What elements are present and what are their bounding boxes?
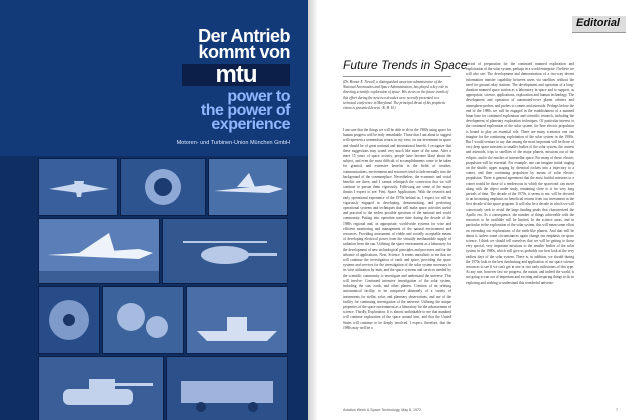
photo-tank [38, 356, 164, 420]
photo-aircraft-formation [38, 158, 118, 216]
editorial-page [318, 0, 626, 420]
section-tab [572, 16, 626, 33]
photo-transport-aircraft [38, 218, 160, 284]
photo-helicopter [162, 218, 288, 284]
photo-collage [38, 158, 286, 420]
article-intro: (Dr. Homer E. Newell, a distinguished associate administrator of the National Aeronautics and Space Administration, has played a key role in directing scientific exploration of space. His views on the future trends of this effort during the next two decades were recently presented to a technical conference in Maryland. The principal thrust of his prophetic vision is presented herein. -R. H. H.) [343, 80, 449, 111]
mtu-logo: mtu [182, 64, 290, 86]
article-column-2: period of preparation for the continued manned exploration and exploitation of the solar system, perhaps in a world enterprise. I believe we will also see: The development and demonstration of a two-way decent information transfer capability between users via satellites without the need for ground relay stations. The development and operation of a long-duration manned space station as a laboratory in space and to support, as appropriate, science, applications, exploration and human technology. The development and operation of automated-rover planet orbiters and atmosphere probes, and probes to comets and asteroids. Perhaps before the end of the 1980s we will be engaged in the establishment of a manned lunar base for continued exploration and scientific research, including the development of planetary exploration techniques. Of particular interest to the continued exploration of the solar system, for here electric propulsion is bound to play an essential role. There are many scenarios one can imagine for the continuing exploitation of the solar system in the 1980s. But I would venture to say that among the most important will be those of very deep space missions to smaller bodies of the solar system, the comets and asteroids, trips to satellites of the major planets, missions out of the ecliptic, and to the reaches of interstellar space. For many of these, electric propulsion will be essential. For example, one can imagine initial staging on the shuttle, upper staging by chemical rockets into a trajectory to a comet, and then continuing propulsion by means of solar electric propulsion. There is general agreement that the most fruitful missions to a comet would be those of a rendezvous in which the spacecraft can move along with the object under study, remaining close to it for very long periods of time. The decade of the 1970s, it seems to me, will be devoted to an increasing emphasis on beneficial returns from our investment in the first decade of the space program. It will also be a decade in which we will consciously seek to avoid the large funding peaks that characterized the Apollo era. As a consequence, the number of things achievable with the resources to be available will be limited. In the science areas, and in particular in the exploration of the solar system, this will mean some effort on extending our explorations of the earth-like planets. And that will be about it, unless some circumstances again change our emphasis on space science. I think we should tell ourselves that we will be getting to those very special, very important missions to the smaller bodies of the solar system in the 1980s, which will give us probably our best look at the very earliest days of the solar system. There is, in addition, we should during the 1970s look to the best fundraising and application of our space science resources to see if we can't get in one or two early milestones of this type. At any rate, however fast we progress, the nation, and indeed the world, is not going to run out of important and exciting and inspiring things to do in exploring and seeking to understand this wonderful universe. [466, 62, 574, 285]
page-footer: Aviation Week & Space Technology, May 8, 1972 [343, 408, 422, 412]
ad-headline [198, 28, 290, 60]
article-title: Future Trends in Space [343, 58, 468, 72]
section-label: Editorial [575, 17, 620, 29]
photo-gears [102, 286, 184, 354]
page-gutter [308, 0, 318, 420]
ad-tagline-line-2: the power of [200, 102, 290, 119]
ad-headline-line-1: Der Antrieb [198, 26, 290, 46]
ad-tagline-line-1: power to [227, 88, 290, 105]
photo-locomotive [166, 356, 288, 420]
ad-company-name: Motoren- und Turbinen-Union München GmbH [176, 140, 290, 146]
photo-engine [120, 158, 206, 216]
photo-turbine [38, 286, 100, 354]
photo-ship [186, 286, 288, 354]
ad-tagline-line-3: experience [211, 116, 290, 133]
ad-tagline [201, 90, 290, 132]
photo-jet-fighter [208, 158, 288, 216]
ad-headline-line-2: kommt von [198, 42, 290, 62]
article-column-1: I am sure that the things we will be able to do in the 1980s using space for human progress will be truly remarkable. Those that I am about to suggest will represent a tremendous return, in my view, on our investment in space and should be of great national and international benefit. I recognize that these suggestions may sound very much like more of the same. After a mere 15 years of space activity, people have become blasé about the subject, and even the most difficult of accomplishments come to be taken for granted, and extensive benefits in the fields of weather, communications, environment and resources tend to fade mentally into the background of the commonplace. Nevertheless, the economic and social benefits are there, and I cannot relinquish the conviction that we will continue to pursue them vigorously. Following are some of the major thrusts I expect to see: First, Space Applications. With the research and early operational experience of the 1970s behind us, I expect we will be vigorously engaged in developing, demonstrating, and perfecting operational systems and techniques that will make space activities useful and practical to the widest possible spectrum of the national and world community. Putting into operation some time during the decade of the 1980s regional and, as appropriate, world-wide systems for wise and efficient monitoring and management of the natural environment and resources. Providing assessment of viable and socially acceptable means of developing electrical power from the virtually inexhaustible supply of radiation from the sun. Utilizing the space environment as a laboratory for the development of new technological principles and processes and for the advance of applications. Next, Science. It seems unrealistic to me that we will continue the investigation of earth and space, providing the space systems and services for the investigation of the solar system necessary to its wise utilization by man, and the space systems and services needed by the scientific community to investigate and understand the universe. This will involve: Continued intensive investigation of the solar system, including the sun, earth, and other planets. Creation of an orbiting astronomical facility, to be comprised ultimately of a variety of instruments for stellar, solar, and planetary observations, and use of the facility for continuing investigation of the universe. Utilizing the unique properties of the space environment as a laboratory for the advancement of science. Thirdly, Exploration. It is almost unthinkable to me that mankind will continue exploration of the space around him, and that the United States will continue to be deeply involved. I expect, therefore, that the 1980s may well be a [343, 128, 451, 330]
title-divider [343, 76, 451, 77]
mtu-advertisement [0, 0, 308, 420]
page-number: 7 [616, 408, 618, 412]
